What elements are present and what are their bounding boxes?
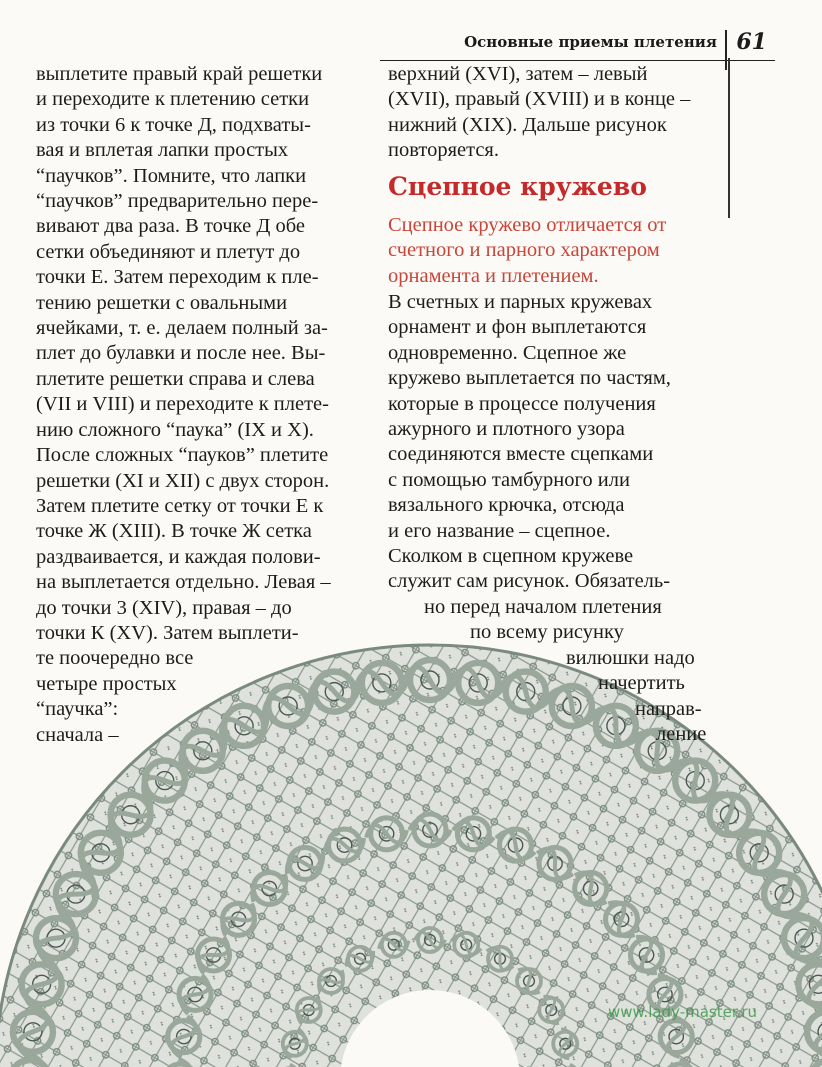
watermark: www.lady-master.ru: [608, 1003, 758, 1021]
text-line: вязального крючка, отсюда: [388, 494, 625, 517]
lead-line: орнамента и плетением.: [388, 264, 599, 287]
text-line: те поочередно все: [36, 647, 194, 670]
right-column-body: [388, 290, 733, 747]
text-line: четыре простых: [36, 672, 177, 695]
lead-line: Сцепное кружево отличается от: [388, 214, 667, 236]
text-line: на выплетается отдельно. Левая –: [36, 571, 331, 594]
text-line: служит сам рисунок. Обязатель-: [388, 570, 671, 593]
running-header: [380, 30, 775, 61]
text-line: вивают два раза. В точке Д обе: [36, 215, 305, 238]
text-line: После сложных “пауков” плетите: [36, 444, 329, 467]
text-line: сетки объединяют и плетут до: [36, 240, 301, 263]
page-number: 61: [736, 29, 767, 55]
text-line: одновременно. Сцепное же: [388, 341, 627, 364]
section-heading: Сцепное кружево: [388, 172, 647, 201]
text-line: до точки 3 (XIV), правая – до: [36, 596, 292, 619]
text-line: (XVII), правый (XVIII) и в конце –: [388, 88, 691, 111]
text-line: но перед началом плетения: [424, 595, 662, 618]
text-line: “паучков” предварительно пере-: [36, 190, 319, 213]
text-line: кружево выплетается по частям,: [388, 367, 671, 390]
text-line: соединяются вместе сцепками: [388, 443, 654, 466]
text-line: тению решетки с овальными: [36, 291, 288, 314]
text-line: и переходите к плетению сетки: [36, 88, 310, 111]
text-line: В счетных и парных кружевах: [388, 291, 653, 313]
text-line: точки Е. Затем переходим к пле-: [36, 266, 319, 289]
text-line: начертить: [598, 672, 685, 695]
lead-line: счетного и парного характером: [388, 239, 660, 262]
running-header-title: Основные приемы плетения: [464, 33, 717, 51]
text-line: по всему рисунку: [470, 621, 624, 644]
text-line: выплетите правый край решетки: [36, 63, 323, 85]
text-line: ажурного и плотного узора: [388, 418, 625, 441]
text-line: сначала –: [36, 723, 119, 746]
text-line: Затем плетите сетку от точки Е к: [36, 494, 324, 517]
text-line: вая и вплетая лапки простых: [36, 139, 289, 162]
text-line: Сколком в сцепном кружеве: [388, 545, 634, 568]
text-line: ячейками, т. е. делаем полный за-: [36, 317, 328, 340]
text-line: с помощью тамбурного или: [388, 468, 630, 491]
text-line: (VII и VIII) и переходите к плете-: [36, 393, 329, 416]
text-line: орнамент и фон выплетаются: [388, 316, 647, 339]
text-line: точке Ж (XIII). В точке Ж сетка: [36, 520, 312, 543]
text-line: повторяется.: [388, 139, 499, 162]
text-line: вилюшки надо: [566, 646, 695, 669]
text-line: из точки 6 к точке Д, подхваты-: [36, 113, 311, 136]
text-line: и его название – сцепное.: [388, 519, 611, 542]
text-line: ление: [656, 722, 707, 745]
lead-paragraph: [388, 213, 733, 289]
text-line: направ-: [635, 697, 702, 720]
text-line: верхний (XVI), затем – левый: [388, 63, 648, 85]
text-line: нию сложного “паука” (IX и X).: [36, 418, 314, 441]
left-column-text: [36, 62, 381, 748]
text-line: нижний (XIX). Дальше рисунок: [388, 113, 667, 136]
text-line: “паучков”. Помните, что лапки: [36, 164, 307, 187]
text-line: которые в процессе получения: [388, 392, 656, 415]
text-line: “паучка”:: [36, 698, 119, 721]
text-line: плет до булавки и после нее. Вы-: [36, 342, 326, 365]
right-column-top-text: [388, 62, 733, 164]
text-line: раздваивается, и каждая полови-: [36, 545, 321, 568]
text-line: точки К (XV). Затем выплети-: [36, 621, 299, 644]
text-line: решетки (XI и XII) с двух сторон.: [36, 469, 330, 492]
text-line: плетите решетки справа и слева: [36, 367, 315, 390]
